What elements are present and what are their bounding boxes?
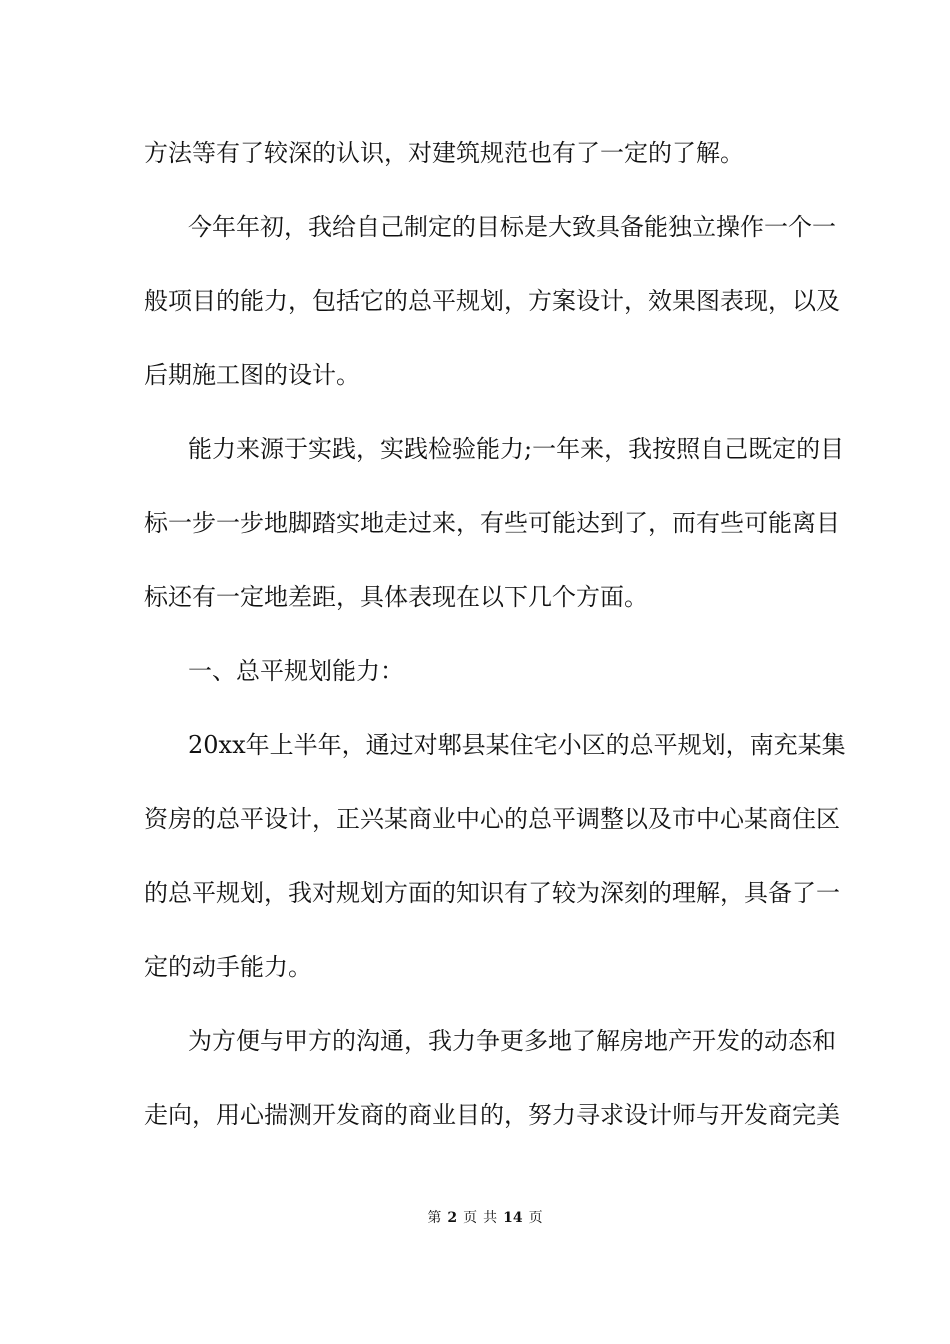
paragraph-line: 20xx年上半年，通过对郫县某住宅小区的总平规划，南充某集 (188, 731, 846, 759)
page-footer (0, 1208, 950, 1228)
paragraph-line: 能力来源于实践，实践检验能力;一年来，我按照自己既定的目 (188, 435, 845, 463)
paragraph-line: 标还有一定地差距，具体表现在以下几个方面。 (144, 583, 648, 611)
total-page-number: 14 (503, 1210, 523, 1226)
footer-prefix: 第 (427, 1210, 442, 1226)
paragraph-line: 资房的总平设计，正兴某商业中心的总平调整以及市中心某商住区 (144, 805, 840, 833)
paragraph-line: 方法等有了较深的认识，对建筑规范也有了一定的了解。 (144, 139, 744, 167)
paragraph-line: 般项目的能力，包括它的总平规划，方案设计，效果图表现，以及 (144, 287, 840, 315)
section-heading: 一、总平规划能力： (188, 657, 404, 685)
footer-page-word: 页 (463, 1210, 478, 1226)
paragraph-line: 标一步一步地脚踏实地走过来，有些可能达到了，而有些可能离目 (144, 509, 840, 537)
paragraph-line: 定的动手能力。 (144, 953, 312, 981)
footer-suffix: 页 (528, 1210, 543, 1226)
paragraph-line: 今年年初，我给自己制定的目标是大致具备能独立操作一个一 (188, 213, 836, 241)
paragraph-line: 后期施工图的设计。 (144, 361, 360, 389)
paragraph-line: 的总平规划，我对规划方面的知识有了较为深刻的理解，具备了一 (144, 879, 840, 907)
footer-total-word: 共 (483, 1210, 498, 1226)
current-page-number: 2 (447, 1210, 458, 1226)
paragraph-line: 为方便与甲方的沟通，我力争更多地了解房地产开发的动态和 (188, 1027, 836, 1055)
paragraph-line: 走向，用心揣测开发商的商业目的，努力寻求设计师与开发商完美 (144, 1101, 840, 1129)
